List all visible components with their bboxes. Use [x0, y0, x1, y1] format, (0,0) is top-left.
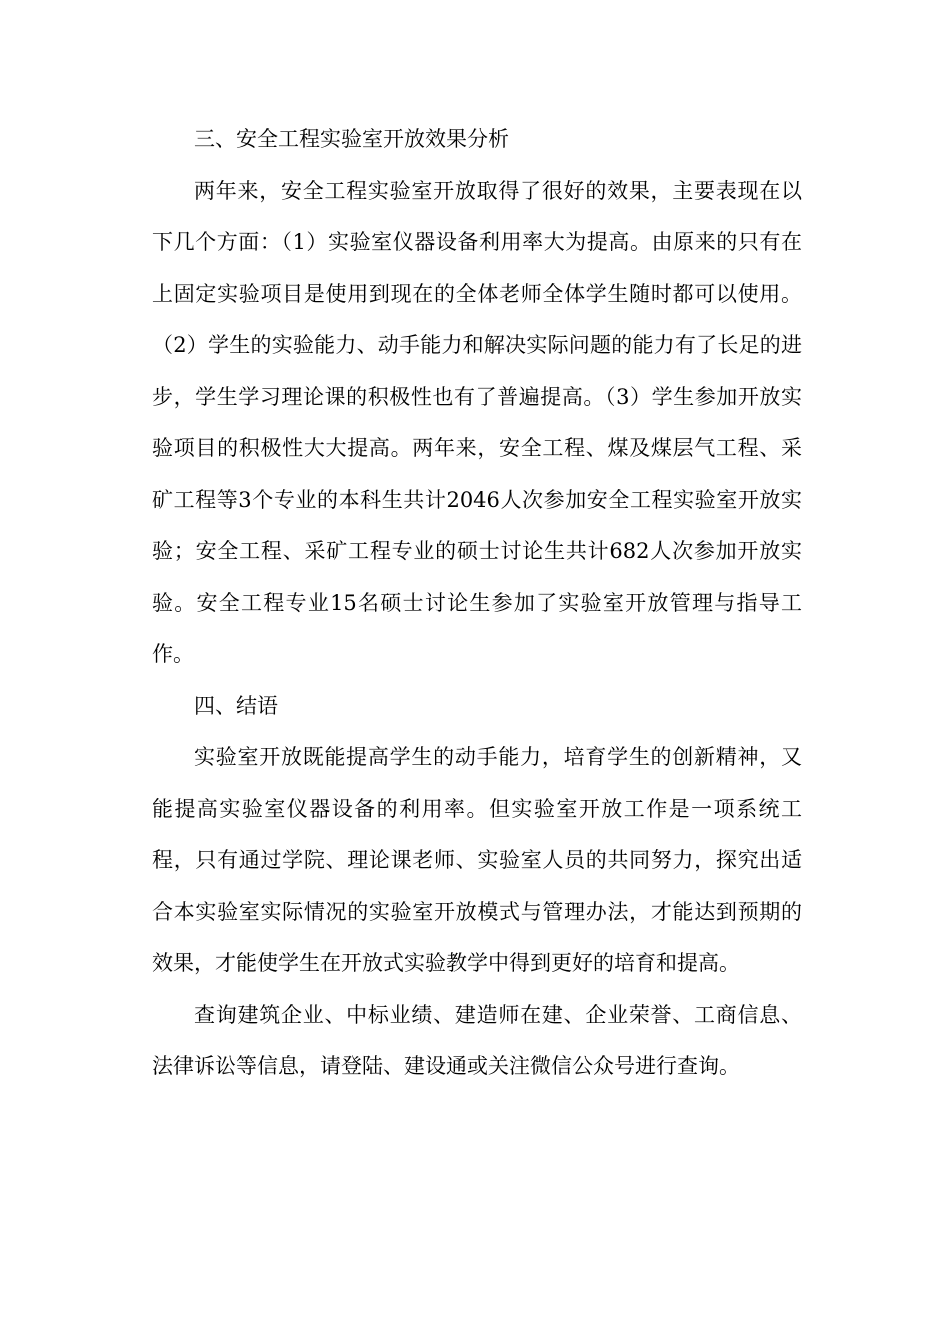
section-heading-conclusion: 四、结语 [194, 693, 278, 718]
paragraph-effects: 两年来，安全工程实验室开放取得了很好的效果，主要表现在以下几个方面：（1）实验室仪器设备利用率大为提高。由原来的只有在上固定实验项目是使用到现在的全体老师全体学生随时都可以使用。（2）学生的实验能力、动手能力和解决实际问题的能力有了长足的进步，学生学习理论课的积极性也有了普遍提高。（3）学生参加开放实验项目的积极性大大提高。两年来，安全工程、煤及煤层气工程、采矿工程等3个专业的本科生共计2046人次参加安全工程实验室开放实验；安全工程、采矿工程专业的硕士讨论生共计682人次参加开放实验。安全工程专业15名硕士讨论生参加了实验室开放管理与指导工作。 [152, 178, 802, 666]
paragraph-conclusion: 实验室开放既能提高学生的动手能力，培育学生的创新精神，又能提高实验室仪器设备的利用率。但实验室开放工作是一项系统工程，只有通过学院、理论课老师、实验室人员的共同努力，探究出适合本实验室实际情况的实验室开放模式与管理办法，才能达到预期的效果，才能使学生在开放式实验教学中得到更好的培育和提高。 [152, 745, 802, 975]
paragraph-query-notice: 查询建筑企业、中标业绩、建造师在建、企业荣誉、工商信息、法律诉讼等信息，请登陆、建设通或关注微信公众号进行查询。 [152, 1002, 802, 1078]
section-heading-effect-analysis: 三、安全工程实验室开放效果分析 [194, 127, 509, 151]
document-body [152, 114, 802, 1093]
